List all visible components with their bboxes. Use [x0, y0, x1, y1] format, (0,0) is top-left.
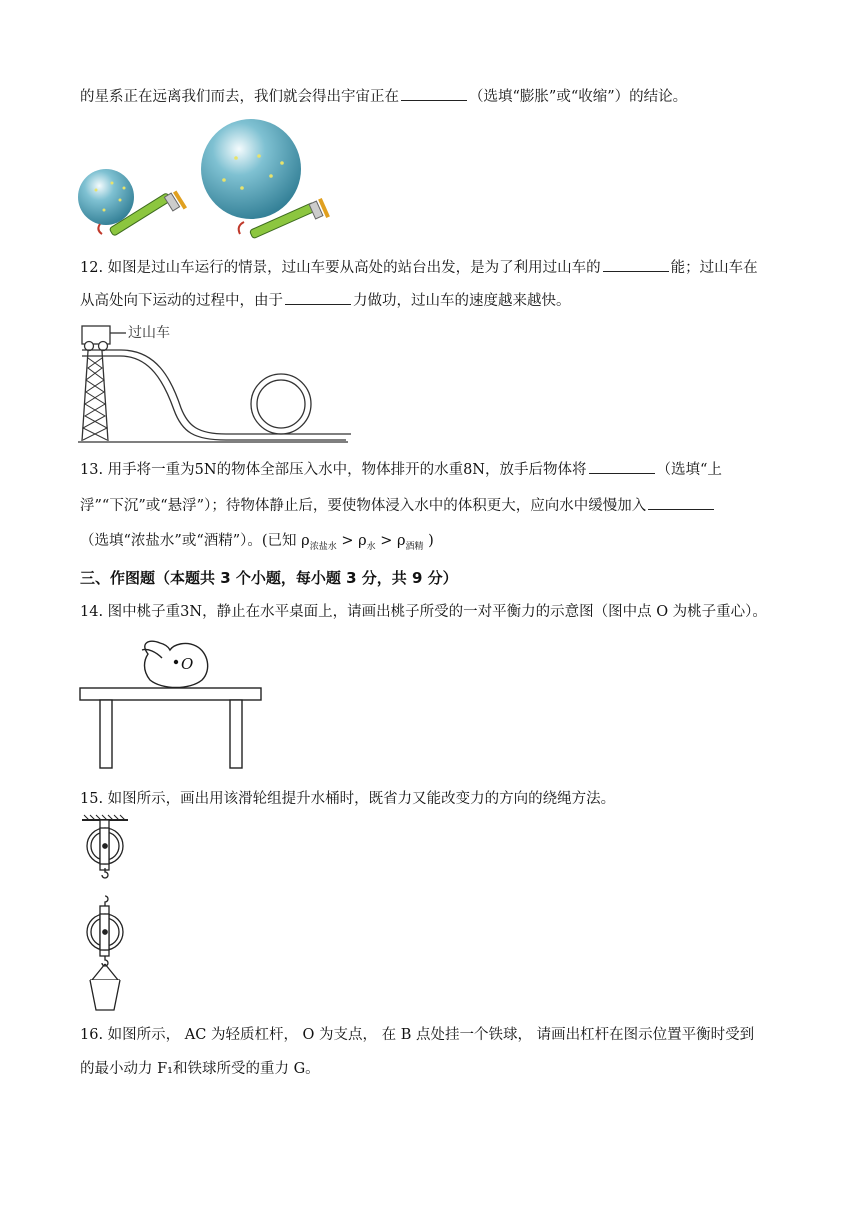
q13-gt-1: > ρ — [336, 533, 367, 549]
large-balloon — [201, 119, 301, 219]
subscript-alcohol: 酒精 — [405, 541, 424, 552]
q13-line3 — [80, 531, 434, 557]
water-bucket — [90, 980, 120, 1010]
q11-tail: （选填“膨胀”或“收缩”）的结论。 — [469, 89, 688, 105]
coaster-loop — [251, 374, 311, 434]
balloon-pump-figure — [76, 118, 336, 248]
q13-text-b: （选填“上 — [656, 462, 722, 478]
q14-text: 14. 图中桃子重3N，静止在水平桌面上，请画出桃子所受的一对平衡力的示意图（图中点 O 为桃子重心）。 — [80, 604, 767, 620]
q13-blank-1[interactable] — [589, 459, 655, 474]
table-leg-left — [100, 700, 112, 768]
q12-line2 — [80, 290, 571, 311]
q13-gt-2: > ρ — [375, 533, 406, 549]
q12-blank-2[interactable] — [285, 290, 351, 305]
q13-text-a: 13. 用手将一重为5N的物体全部压入水中，物体排开的水重8N，放手后物体将 — [80, 462, 587, 478]
q13-close: ) — [423, 533, 434, 549]
q12-text-c: 从高处向下运动的过程中，由于 — [80, 293, 283, 309]
q12-text-b: 能；过山车在 — [670, 260, 758, 276]
q11-text: 的星系正在远离我们而去，我们就会得出宇宙正在 — [80, 89, 399, 105]
roller-coaster-figure — [76, 318, 356, 446]
section-heading: 三、作图题（本题共 3 个小题，每小题 3 分，共 9 分） — [80, 569, 458, 587]
point-o-label: O — [181, 655, 194, 673]
subscript-water: 水 — [366, 541, 376, 552]
q11-answer-blank[interactable] — [401, 86, 467, 101]
q13-line1 — [80, 459, 722, 480]
q15-text: 15. 如图所示，画出用该滑轮组提升水桶时，既省力又能改变力的方向的绕绳方法。 — [80, 791, 616, 807]
q13-text-c: 浮”“下沉”或“悬浮”）；待物体静止后，要使物体浸入水中的体积更大，应向水中缓慢加入 — [80, 498, 647, 514]
pulley-system-figure — [78, 812, 138, 1022]
q12-text-a: 12. 如图是过山车运行的情景，过山车要从高处的站台出发，是为了利用过山车的 — [80, 260, 601, 276]
small-balloon — [78, 169, 134, 225]
q13-blank-2[interactable] — [648, 495, 714, 510]
peach-table-figure — [78, 630, 268, 772]
q13-text-d: （选填“浓盐水”或“酒精”）。(已知 ρ — [80, 533, 310, 549]
q11-text-line — [80, 86, 687, 107]
q12-text-d: 力做功，过山车的速度越来越快。 — [353, 293, 571, 309]
table-leg-right — [230, 700, 242, 768]
q13-line2 — [80, 495, 716, 516]
q12-line1 — [80, 257, 758, 278]
coaster-car — [82, 326, 110, 344]
peach — [145, 641, 208, 687]
subscript-saltwater: 浓盐水 — [309, 541, 337, 552]
center-of-gravity-dot — [174, 660, 178, 664]
table-top — [80, 688, 261, 700]
q16-line1: 16. 如图所示， AC 为轻质杠杆， O 为支点， 在 B 点处挂一个铁球， 请画出杠杆在图示位置平衡时受到 — [80, 1027, 755, 1043]
q12-blank-1[interactable] — [603, 257, 669, 272]
q16-line2: 的最小动力 F₁和铁球所受的重力 G。 — [80, 1061, 320, 1077]
coaster-label: 过山车 — [128, 325, 170, 341]
